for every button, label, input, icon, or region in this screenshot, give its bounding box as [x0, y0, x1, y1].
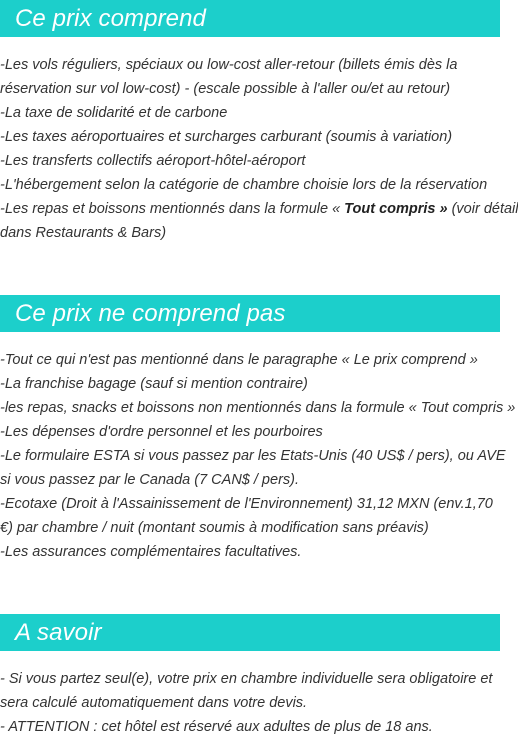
section-title: Ce prix comprend — [15, 4, 207, 32]
good-to-know-list — [0, 667, 500, 739]
list-item: -les repas, snacks et boissons non mentionnés dans la formule « Tout compris » — [0, 400, 516, 416]
list-item: sera calculé automatiquement dans votre devis. — [0, 695, 308, 711]
list-item: -Les taxes aéroportuaires et surcharges carburant (soumis à variation) — [0, 129, 453, 145]
section-title: Ce prix ne comprend pas — [15, 299, 286, 327]
meals-prefix: -Les repas et boissons mentionnés dans la formule « — [0, 201, 345, 217]
list-item: -Les dépenses d'ordre personnel et les pourboires — [0, 424, 323, 440]
list-item: - Si vous partez seul(e), votre prix en chambre individuelle sera obligatoire et — [0, 671, 493, 687]
included-list — [0, 53, 518, 245]
list-item: -La franchise bagage (sauf si mention contraire) — [0, 376, 308, 392]
list-item: - ATTENTION : cet hôtel est réservé aux adultes de plus de 18 ans. — [0, 719, 433, 735]
list-item-meals — [0, 197, 518, 221]
section-title: A savoir — [15, 618, 102, 646]
list-item: -Le formulaire ESTA si vous passez par les Etats-Unis (40 US$ / pers), ou AVE — [0, 448, 506, 464]
section-header-not-included — [0, 295, 500, 332]
list-item: -L'hébergement selon la catégorie de chambre choisie lors de la réservation — [0, 177, 488, 193]
list-item: -Tout ce qui n'est pas mentionné dans le paragraphe « Le prix comprend » — [0, 352, 478, 368]
list-item: -Ecotaxe (Droit à l'Assainissement de l'Environnement) 31,12 MXN (env.1,70 — [0, 496, 493, 512]
meals-suffix: (voir détail — [447, 201, 518, 217]
list-item: -La taxe de solidarité et de carbone — [0, 105, 228, 121]
not-included-list — [0, 348, 516, 564]
list-item: -Les vols réguliers, spéciaux ou low-cost aller-retour (billets émis dès la — [0, 57, 458, 73]
list-item: -Les transferts collectifs aéroport-hôtel-aéroport — [0, 153, 306, 169]
meals-bold: Tout compris » — [344, 201, 448, 217]
list-item: dans Restaurants & Bars) — [0, 225, 167, 241]
list-item: si vous passez par le Canada (7 CAN$ / pers). — [0, 472, 299, 488]
list-item: -Les assurances complémentaires facultatives. — [0, 544, 302, 560]
section-header-included — [0, 0, 500, 37]
list-item: réservation sur vol low-cost) - (escale possible à l'aller ou/et au retour) — [0, 81, 451, 97]
section-header-good-to-know — [0, 614, 500, 651]
list-item: €) par chambre / nuit (montant soumis à modification sans préavis) — [0, 520, 429, 536]
